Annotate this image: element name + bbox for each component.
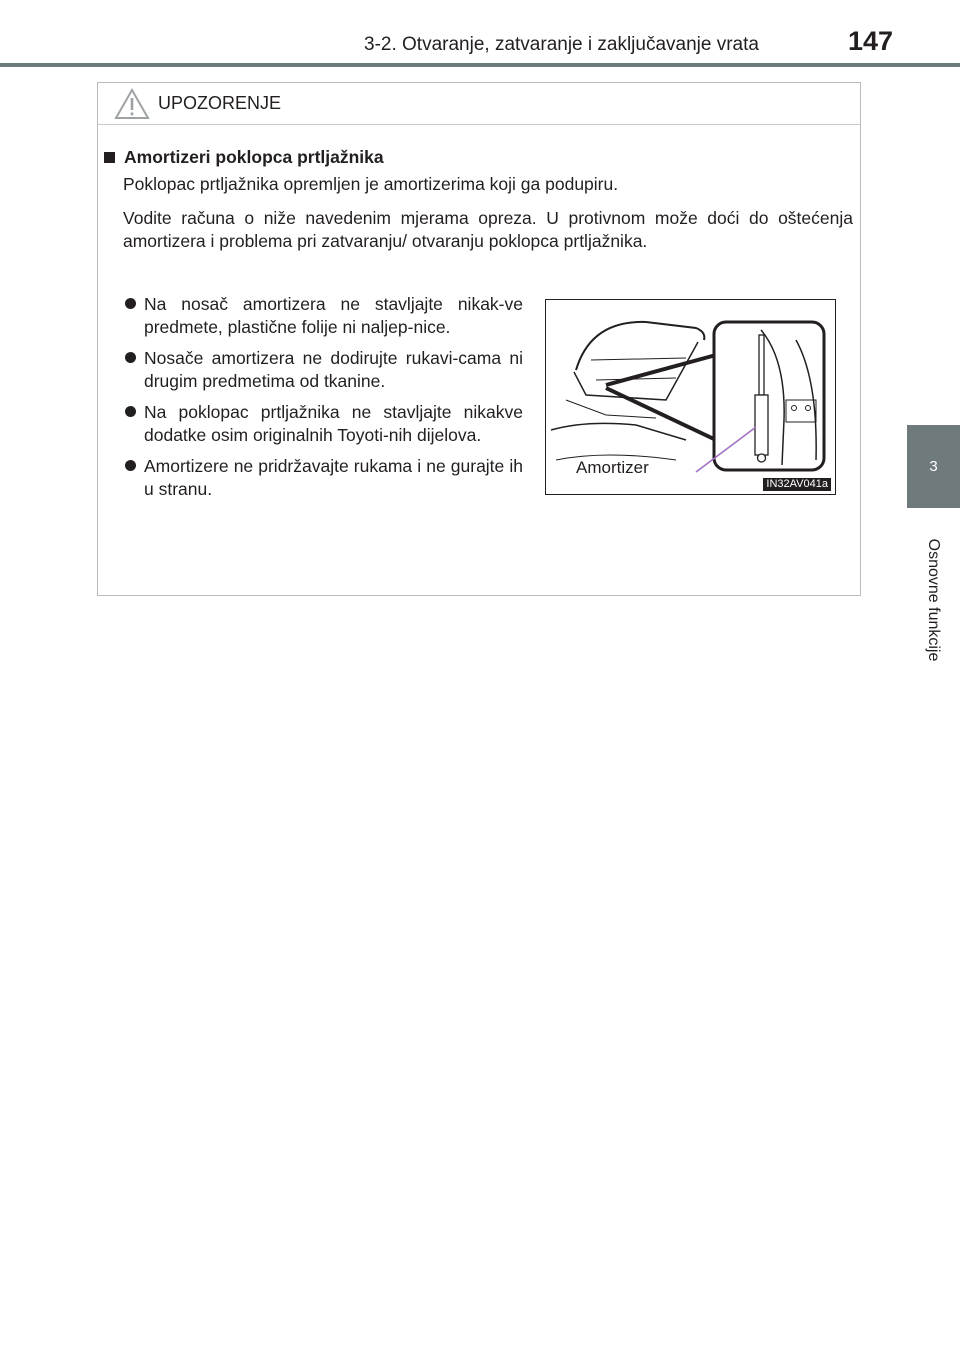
paragraph-intro: Poklopac prtljažnika opremljen je amortizerima koji ga podupiru. — [123, 174, 619, 194]
warning-box — [97, 82, 861, 596]
warning-header — [98, 83, 860, 125]
square-bullet-icon — [104, 152, 115, 163]
warning-triangle-icon — [114, 88, 150, 125]
chapter-number: 3 — [929, 458, 938, 475]
figure-label: Amortizer — [576, 458, 649, 477]
chapter-tab[interactable] — [907, 425, 960, 508]
list-item: Na nosač amortizera ne stavljajte nikak-ve predmete, plastične folije ni naljep-nice. — [123, 293, 523, 339]
damper-illustration — [545, 299, 836, 495]
list-item: Nosače amortizera ne dodirujte rukavi-cama ni drugim predmetima od tkanine. — [123, 347, 523, 393]
list-item: Amortizere ne pridržavajte rukama i ne gurajte ih u stranu. — [123, 455, 523, 501]
chapter-title: Osnovne funkcije — [925, 538, 942, 662]
warning-title: UPOZORENJE — [158, 93, 282, 113]
figure-code: IN32AV041a — [763, 478, 831, 491]
page-number: 147 — [848, 26, 894, 56]
header-title: 3-2. Otvaranje, zatvaranje i zaključavanje vrata — [364, 34, 759, 55]
paragraph-caution: Vodite računa o niže navedenim mjerama opreza. U protivnom može doći do oštećenja amortizera i problema pri zatvaranju/ otvaranju poklopca prtljažnika. — [123, 208, 853, 251]
section-heading-text: Amortizeri poklopca prtljažnika — [124, 147, 384, 167]
caution-list — [123, 293, 523, 509]
section-heading — [104, 147, 384, 168]
list-item: Na poklopac prtljažnika ne stavljajte nikakve dodatke osim originalnih Toyoti-nih dijelova. — [123, 401, 523, 447]
header-rule — [0, 63, 960, 67]
